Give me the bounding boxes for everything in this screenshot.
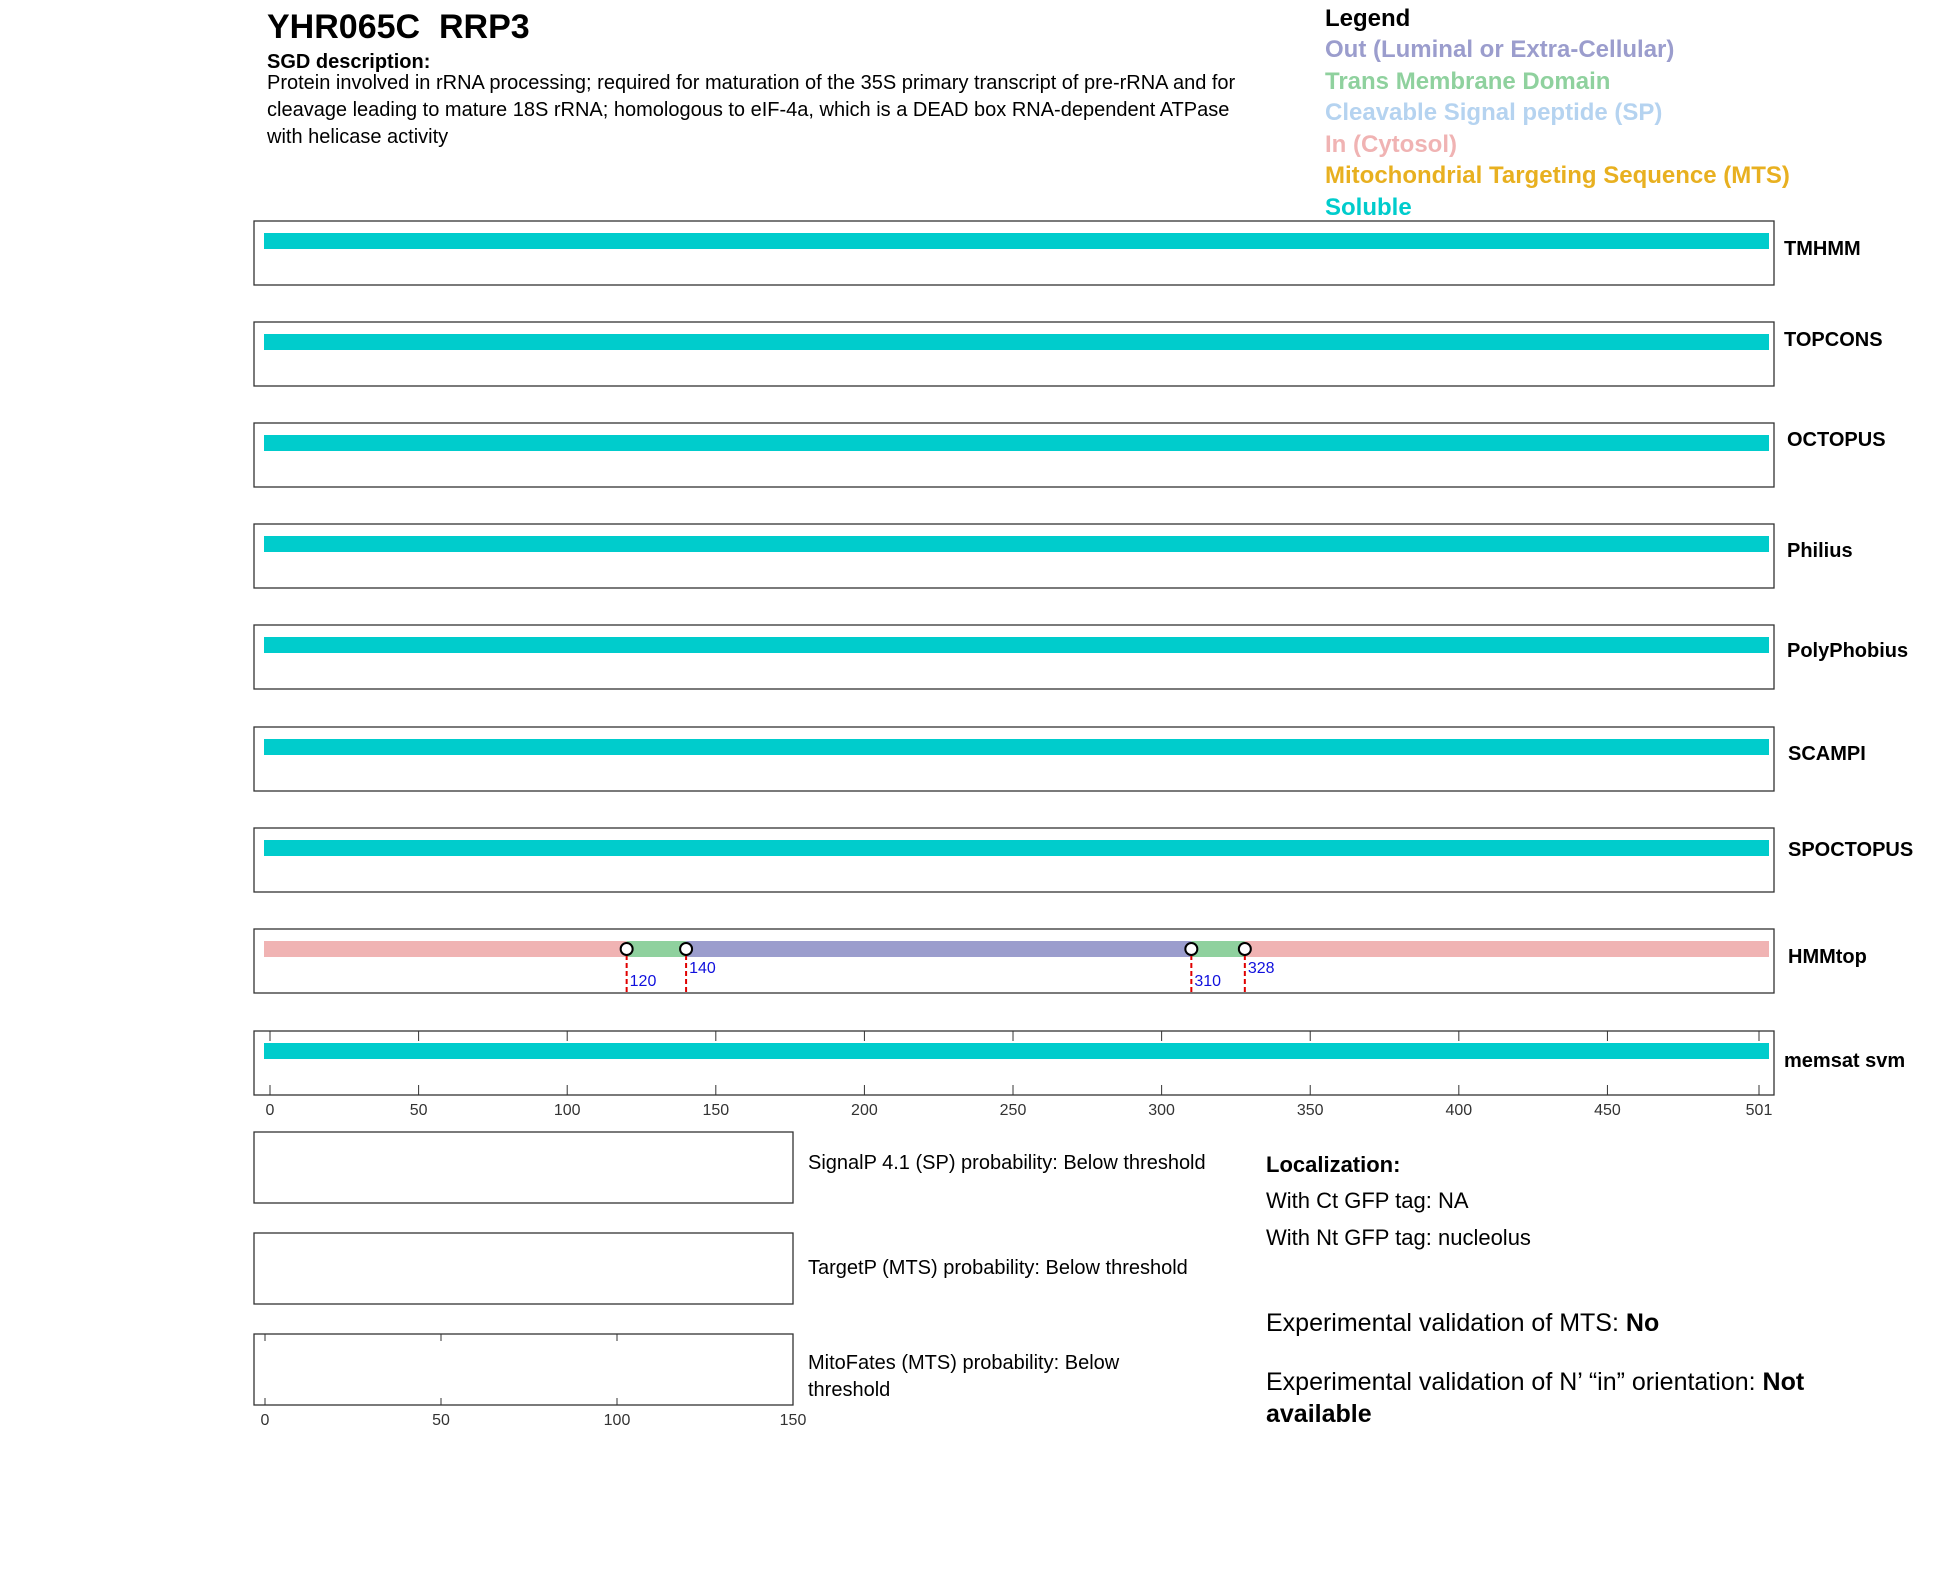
legend-item-cleavable-signal-peptide-sp: Cleavable Signal peptide (SP)	[1325, 99, 1663, 127]
track-label-octopus: OCTOPUS	[1787, 429, 1886, 451]
legend-item-mitochondrial-targeting-sequence-mts: Mitochondrial Targeting Sequence (MTS)	[1325, 162, 1790, 190]
mitofates-label-line-2: threshold	[808, 1379, 891, 1401]
boundary-label-310: 310	[1194, 973, 1222, 990]
track-frame-topcons	[254, 322, 1774, 386]
track-frame-polyphobius	[254, 625, 1774, 689]
track-segment-hmmtop-2	[686, 941, 1191, 957]
x-tick-label-200: 200	[851, 1102, 878, 1119]
prob-x-tick-label-0: 0	[260, 1412, 270, 1429]
track-label-hmmtop: HMMtop	[1788, 946, 1867, 968]
legend-item-trans-membrane-domain: Trans Membrane Domain	[1325, 67, 1611, 95]
legend-item-soluble: Soluble	[1325, 194, 1412, 221]
x-tick-label-450: 450	[1594, 1102, 1621, 1119]
track-segment-philius-0	[264, 536, 1769, 552]
boundary-label-328: 328	[1247, 960, 1275, 977]
track-segment-memsat-svm-0	[264, 1043, 1769, 1059]
x-tick-label-100: 100	[553, 1102, 581, 1119]
track-label-philius: Philius	[1787, 540, 1853, 562]
sgd-description-label: SGD description:	[267, 51, 431, 73]
track-label-memsat-svm: memsat svm	[1784, 1050, 1906, 1072]
mts-validation-label: Experimental validation of MTS:	[1266, 1309, 1626, 1337]
localization-nt-gfp: With Nt GFP tag: nucleolus	[1266, 1225, 1531, 1250]
prob-x-tick-label-100: 100	[603, 1412, 631, 1429]
track-label-tmhmm: TMHMM	[1784, 238, 1861, 260]
localization-ct-gfp: With Ct GFP tag: NA	[1266, 1188, 1469, 1213]
legend-item-in-cytosol: In (Cytosol)	[1325, 130, 1457, 158]
mitofates-label-line-1: MitoFates (MTS) probability: Below	[808, 1352, 1120, 1374]
boundary-marker-328	[1239, 943, 1251, 955]
gene-id: YHR065C	[267, 8, 421, 46]
track-label-scampi: SCAMPI	[1788, 743, 1866, 765]
track-frame-spoctopus	[254, 828, 1774, 892]
gene-name: RRP3	[438, 8, 530, 46]
track-frame-hmmtop	[254, 929, 1774, 993]
track-frame-octopus	[254, 423, 1774, 487]
x-tick-label-501: 501	[1745, 1102, 1773, 1119]
track-segment-octopus-0	[264, 435, 1769, 451]
sgd-description-line-1: Protein involved in rRNA processing; required for maturation of the 35S primary transcript of pre-rRNA and for	[267, 72, 1236, 94]
track-frame-tmhmm	[254, 221, 1774, 285]
sgd-description-line-3: with helicase activity	[267, 126, 449, 148]
sgd-description-line-2: cleavage leading to mature 18S rRNA; homologous to eIF-4a, which is a DEAD box RNA-dependent ATPase	[267, 99, 1230, 121]
boundary-label-120: 120	[629, 973, 657, 990]
mts-validation	[1266, 1309, 1659, 1338]
x-tick-label-400: 400	[1445, 1102, 1473, 1119]
track-frame-philius	[254, 524, 1774, 588]
track-segment-topcons-0	[264, 334, 1769, 350]
x-tick-label-300: 300	[1148, 1102, 1175, 1119]
track-segment-spoctopus-0	[264, 840, 1769, 856]
track-segment-hmmtop-4	[1245, 941, 1769, 957]
prob-x-tick-label-150: 150	[779, 1412, 807, 1429]
track-segment-hmmtop-3	[1191, 941, 1244, 957]
boundary-marker-120	[621, 943, 633, 955]
legend-title: Legend	[1325, 5, 1411, 32]
track-label-polyphobius: PolyPhobius	[1787, 640, 1909, 662]
x-tick-label-50: 50	[409, 1102, 428, 1119]
track-segment-tmhmm-0	[264, 233, 1769, 249]
signalp-label: SignalP 4.1 (SP) probability: Below threshold	[808, 1152, 1206, 1174]
nin-validation	[1266, 1368, 1804, 1397]
x-tick-label-350: 350	[1296, 1102, 1324, 1119]
x-tick-label-150: 150	[702, 1102, 730, 1119]
legend-item-out-luminal-or-extra-cellular: Out (Luminal or Extra-Cellular)	[1325, 36, 1675, 63]
boundary-marker-140	[680, 943, 692, 955]
probability-panel-1	[254, 1233, 793, 1304]
prob-x-tick-label-50: 50	[432, 1412, 450, 1429]
probability-panel-2	[254, 1334, 793, 1405]
x-tick-label-0: 0	[265, 1102, 275, 1119]
track-segment-hmmtop-1	[627, 941, 686, 957]
track-segment-scampi-0	[264, 739, 1769, 755]
localization-title: Localization:	[1266, 1152, 1401, 1177]
track-segment-polyphobius-0	[264, 637, 1769, 653]
targetp-label: TargetP (MTS) probability: Below threshold	[808, 1257, 1188, 1279]
nin-validation-value-1: Not	[1762, 1368, 1805, 1396]
probability-panel-0	[254, 1132, 793, 1203]
x-tick-label-250: 250	[999, 1102, 1027, 1119]
boundary-label-140: 140	[689, 960, 716, 977]
track-frame-scampi	[254, 727, 1774, 791]
track-frame-memsat-svm	[254, 1031, 1774, 1095]
track-label-topcons: TOPCONS	[1784, 329, 1883, 351]
mts-validation-value: No	[1625, 1309, 1660, 1337]
boundary-marker-310	[1185, 943, 1197, 955]
track-segment-hmmtop-0	[264, 941, 627, 957]
track-label-spoctopus: SPOCTOPUS	[1788, 839, 1914, 861]
nin-validation-value-2: available	[1266, 1400, 1372, 1428]
nin-validation-label: Experimental validation of N’ “in” orientation:	[1266, 1368, 1763, 1396]
